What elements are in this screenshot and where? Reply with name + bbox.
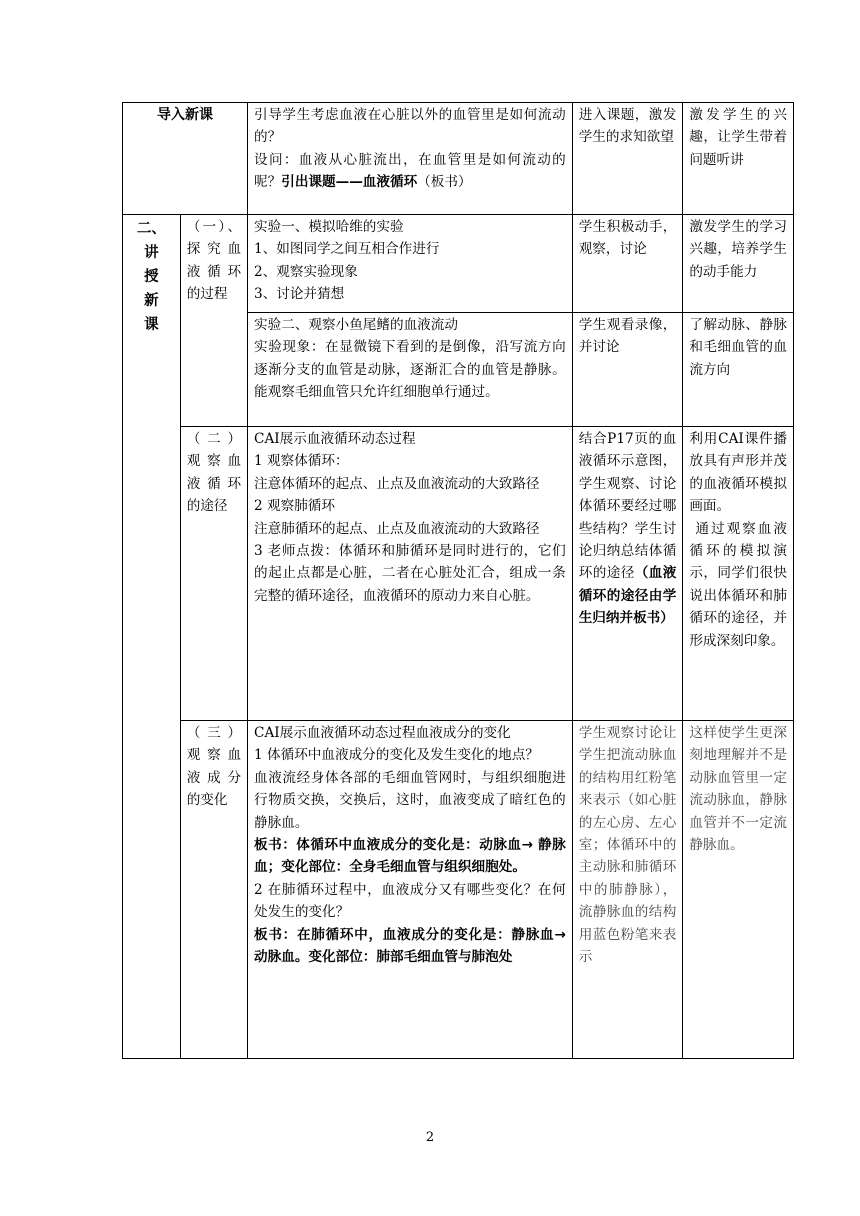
intro-teacher-line: 引导学生考虑血液在心脏以外的血管里是如何流动的？: [254, 107, 566, 146]
step2-student-cell: [572, 427, 683, 721]
section-char: 新: [144, 293, 159, 309]
exp1-intent-cell: 激发学生的学习兴趣，培养学生的动手能力: [683, 215, 794, 313]
step2-line: 2 观察肺循环: [254, 498, 335, 515]
intro-intent-cell: 激发学生的兴趣，让学生带着问题听讲: [683, 103, 794, 215]
lesson-plan-table: [122, 102, 794, 1059]
section-label: [123, 215, 181, 1059]
step2-cell: [248, 427, 573, 721]
step3-student-cell: 学生观察讨论让学生把流动脉血的结构用红粉笔来表示（如心脏的左心房、左心室；体循环中的主动脉和肺循环中的肺静脉），流静脉血的结构用蓝色粉笔来表示: [572, 721, 683, 1059]
step2-intent-line: 利用CAI课件播放具有声形并茂的血液循环模拟画面。: [689, 431, 787, 515]
table-row-step3: [123, 721, 794, 1059]
step3-cell: [248, 721, 573, 1059]
step2-intent-line: 通过观察血液循环的模拟演示，同学们很快说出体循环和肺循环的途径，并形成深刻印象。: [689, 520, 787, 649]
exp1-student-cell: 学生积极动手，观察，讨论: [572, 215, 683, 313]
section-char: 二、: [136, 221, 166, 237]
step3-line: 血液流经身体各部的毛细血管网时，与组织细胞进行物质交换，交换后，这时，血液变成了暗红色的静脉血。: [254, 769, 566, 831]
table-row-intro: [123, 103, 794, 215]
exp1-line: 1、如图同学之间互相合作进行: [254, 241, 440, 258]
step2-line: 注意体循环的起点、止点及血液流动的大致路径: [254, 475, 540, 492]
exp1-line: 2、观察实验现象: [254, 263, 358, 280]
step2-title: （二）观察血液循环的途径: [180, 427, 247, 721]
step2-intent-cell: [683, 427, 794, 721]
exp1-cell: [248, 215, 573, 313]
intro-teacher-bold: 引出课题——血液循环: [281, 174, 418, 191]
exp2-cell: [248, 313, 573, 427]
section-char: 讲: [144, 245, 159, 261]
section-char: 授: [144, 269, 159, 285]
exp2-line: 实验二、观察小鱼尾鳍的血液流动: [254, 317, 458, 333]
step3-line: 1 体循环中血液成分的变化及发生变化的地点？: [254, 747, 539, 764]
step2-line: 3 老师点拨：体循环和肺循环是同时进行的，它们的起止点都是心脏，二者在心脏处汇合，组成一条完整的循环途径，血液循环的原动力来自心脏。: [254, 543, 566, 604]
step2-student-text: 结合P17页的血液循环示意图，学生观察、讨论体循环要经过哪些结构？学生讨论归纳总结体循环的途径: [578, 431, 677, 582]
step2-student-bold: （血液循环的途径由学生归纳并板书）: [578, 565, 677, 627]
step2-line: 1 观察体循环：: [254, 453, 349, 470]
stage-intro-label: 导入新课: [123, 103, 248, 215]
step3-line: 2 在肺循环过程中，血液成分又有哪些变化？在何处发生的变化？: [254, 881, 566, 921]
exp1-line: 3、讨论并猜想: [254, 286, 345, 303]
table-row-step1-exp1: [123, 215, 794, 313]
step3-board-note: 板书：在肺循环中，血液成分的变化是：静脉血→ 动脉血。变化部位：肺部毛细血管与肺泡处: [254, 926, 566, 966]
intro-student-cell: 进入课题，激发学生的求知欲望: [572, 103, 683, 215]
intro-teacher-line: 设问：血液从心脏流出，在血管里是如何流动的呢？: [254, 151, 566, 191]
step2-line: CAI展示血液循环动态过程: [254, 431, 416, 447]
exp1-line: 实验一、模拟哈维的实验: [254, 219, 404, 235]
exp2-line: 实验现象：在显微镜下看到的是倒像，沿写流方向逐渐分支的血管是动脉，逐渐汇合的血管是静脉。能观察毛细血管只允许红细胞单行通过。: [254, 339, 566, 401]
intro-teacher-after: （板书）: [417, 174, 472, 191]
step3-intent-cell: 这样使学生更深刻地理解并不是动脉血管里一定流动脉血，静脉血管并不一定流静脉血。: [683, 721, 794, 1059]
step2-line: 注意肺循环的起点、止点及血液流动的大致路径: [254, 520, 540, 537]
exp2-student-cell: 学生观看录像，并讨论: [572, 313, 683, 427]
step3-title: （三）观察血液成分的变化: [180, 721, 247, 1059]
step3-board-note: 板书：体循环中血液成分的变化是：动脉血→ 静脉血；变化部位：全身毛细血管与组织细胞处。: [254, 837, 566, 876]
page-number: 2: [425, 1130, 435, 1145]
section-char: 课: [144, 317, 159, 333]
step3-line: CAI展示血液循环动态过程血液成分的变化: [254, 725, 511, 741]
exp2-intent-cell: 了解动脉、静脉和毛细血管的血流方向: [683, 313, 794, 427]
table-row-step2: [123, 427, 794, 721]
intro-teacher-cell: [248, 103, 573, 215]
step1-title: （一）、探究血液循环的过程: [180, 215, 247, 427]
